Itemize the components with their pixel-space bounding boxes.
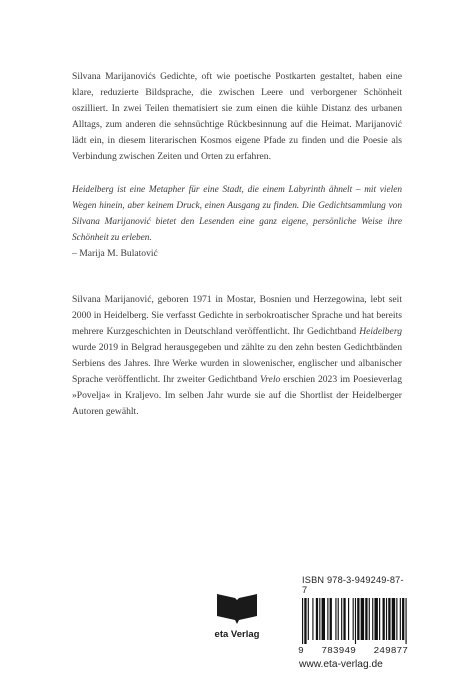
bio-text: erschien 2023 im Poesieverlag »Povelja« in Kraljevo. Im selben Jahr wurde sie auf die Shortlist der Heidelberger Autoren gewählt.	[72, 374, 402, 417]
publisher-name: eta Verlag	[214, 629, 260, 640]
isbn-block	[298, 575, 408, 670]
quote-author: – Marija M. Bulatović	[72, 248, 158, 259]
book-title-vrelo: Vrelo	[260, 374, 281, 385]
intro-paragraph: Silvana Marijanovićs Gedichte, oft wie poetische Postkarten gestaltet, haben eine klare, reduzierte Bildsprache, die zwischen Leere und verborgener Schönheit oszilliert. In zwei Teilen thematisiert sie zum einen die kühle Distanz des urbanen Alltags, zum anderen die sehnsüchtige Rückbesinnung auf die Heimat. Marijanović lädt ein, in diesem literarischen Kosmos eigene Pfade zu finden und die Poesie als Verbindung zwischen Zeiten und Orten zu erfahren.	[72, 71, 402, 162]
publisher-logo	[204, 590, 270, 650]
barcode-digit-group: 249877	[373, 645, 408, 656]
publisher-website: www.eta-verlag.de	[299, 659, 383, 670]
isbn-number: ISBN 978-3-949249-87-7	[302, 575, 404, 595]
barcode-digits	[298, 645, 408, 656]
author-bio	[72, 292, 402, 420]
bio-text: wurde 2019 in Belgrad herausgegeben und zählte zu den zehn besten Gedichtbänden Serbiens des Jahres. Ihre Werke wurden in slowenischer, englischer und albanischer Sprache veröffentlicht. Ihr zweiter Gedichtband	[72, 342, 402, 385]
barcode	[298, 598, 408, 644]
book-title-heidelberg: Heidelberg	[359, 326, 402, 337]
review-quote: Heidelberg ist eine Metapher für eine Stadt, die einem Labyrinth ähnelt – mit vielen Wegen hinein, aber keinem Druck, einen Ausgang zu finden. Die Gedichtsammlung von Silvana Marijanović bietet den Lesenden eine ganz eigene, persönliche Weise ihre Schönheit zu erleben.	[72, 185, 402, 243]
open-book-icon	[215, 590, 259, 626]
barcode-digit-group: 783949	[321, 645, 356, 656]
bio-text: Silvana Marijanović, geboren 1971 in Mostar, Bosnien und Herzegowina, lebt seit 2000 in Heidelberg. Sie verfasst Gedichte in serbokroatischer Sprache und hat bereits mehrere Kurzgeschichten in Deutschland veröffentlicht. Ihr Gedichtband	[72, 294, 402, 337]
barcode-digit-group: 9	[298, 645, 304, 656]
